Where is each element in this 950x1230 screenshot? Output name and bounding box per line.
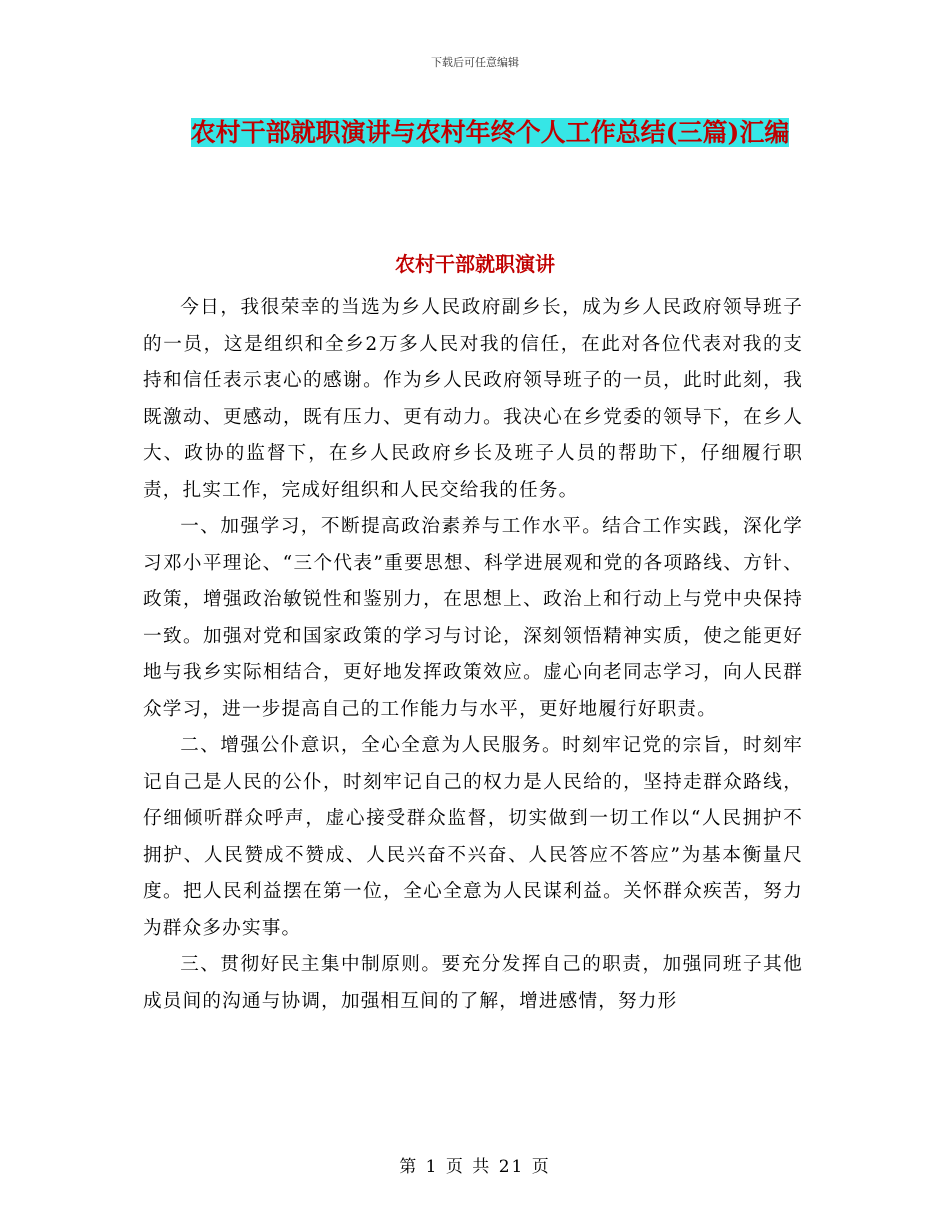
document-title-text: 农村干部就职演讲与农村年终个人工作总结(三篇)汇编 [190, 118, 790, 147]
section-title: 农村干部就职演讲 [395, 252, 555, 276]
document-title [160, 110, 820, 156]
page-footer: 第 1 页 共 21 页 [399, 1157, 551, 1177]
paragraph: 一、加强学习，不断提高政治素养与工作水平。结合工作实践，深化学习邓小平理论、“三个代表”重要思想、科学进展观和党的各项路线、方针、政策，增强政治敏锐性和鉴别力，在思想上、政治上和行动上与党中央保持一致。加强对党和国家政策的学习与讨论，深刻领悟精神实质，使之能更好地与我乡实际相结合，更好地发挥政策效应。虚心向老同志学习，向人民群众学习，进一步提高自己的工作能力与水平，更好地履行好职责。 [143, 516, 803, 720]
paragraph: 二、增强公仆意识，全心全意为人民服务。时刻牢记党的宗旨，时刻牢记自己是人民的公仆，时刻牢记自己的权力是人民给的，坚持走群众路线，仔细倾听群众呼声，虚心接受群众监督，切实做到一切工作以“人民拥护不拥护、人民赞成不赞成、人民兴奋不兴奋、人民答应不答应”为基本衡量尺度。把人民利益摆在第一位，全心全意为人民谋利益。关怀群众疾苦，努力为群众多办实事。 [143, 735, 803, 939]
body-text [143, 290, 803, 1020]
paragraph: 三、贯彻好民主集中制原则。要充分发挥自己的职责，加强同班子其他成员间的沟通与协调，加强相互间的了解，增进感情，努力形 [143, 954, 803, 1012]
header-note: 下载后可任意编辑 [431, 56, 519, 69]
paragraph: 今日，我很荣幸的当选为乡人民政府副乡长，成为乡人民政府领导班子的一员，这是组织和全乡2万多人民对我的信任，在此对各位代表对我的支持和信任表示衷心的感谢。作为乡人民政府领导班子的一员，此时此刻，我既激动、更感动，既有压力、更有动力。我决心在乡党委的领导下，在乡人大、政协的监督下，在乡人民政府乡长及班子人员的帮助下，仔细履行职责，扎实工作，完成好组织和人民交给我的任务。 [143, 297, 803, 501]
